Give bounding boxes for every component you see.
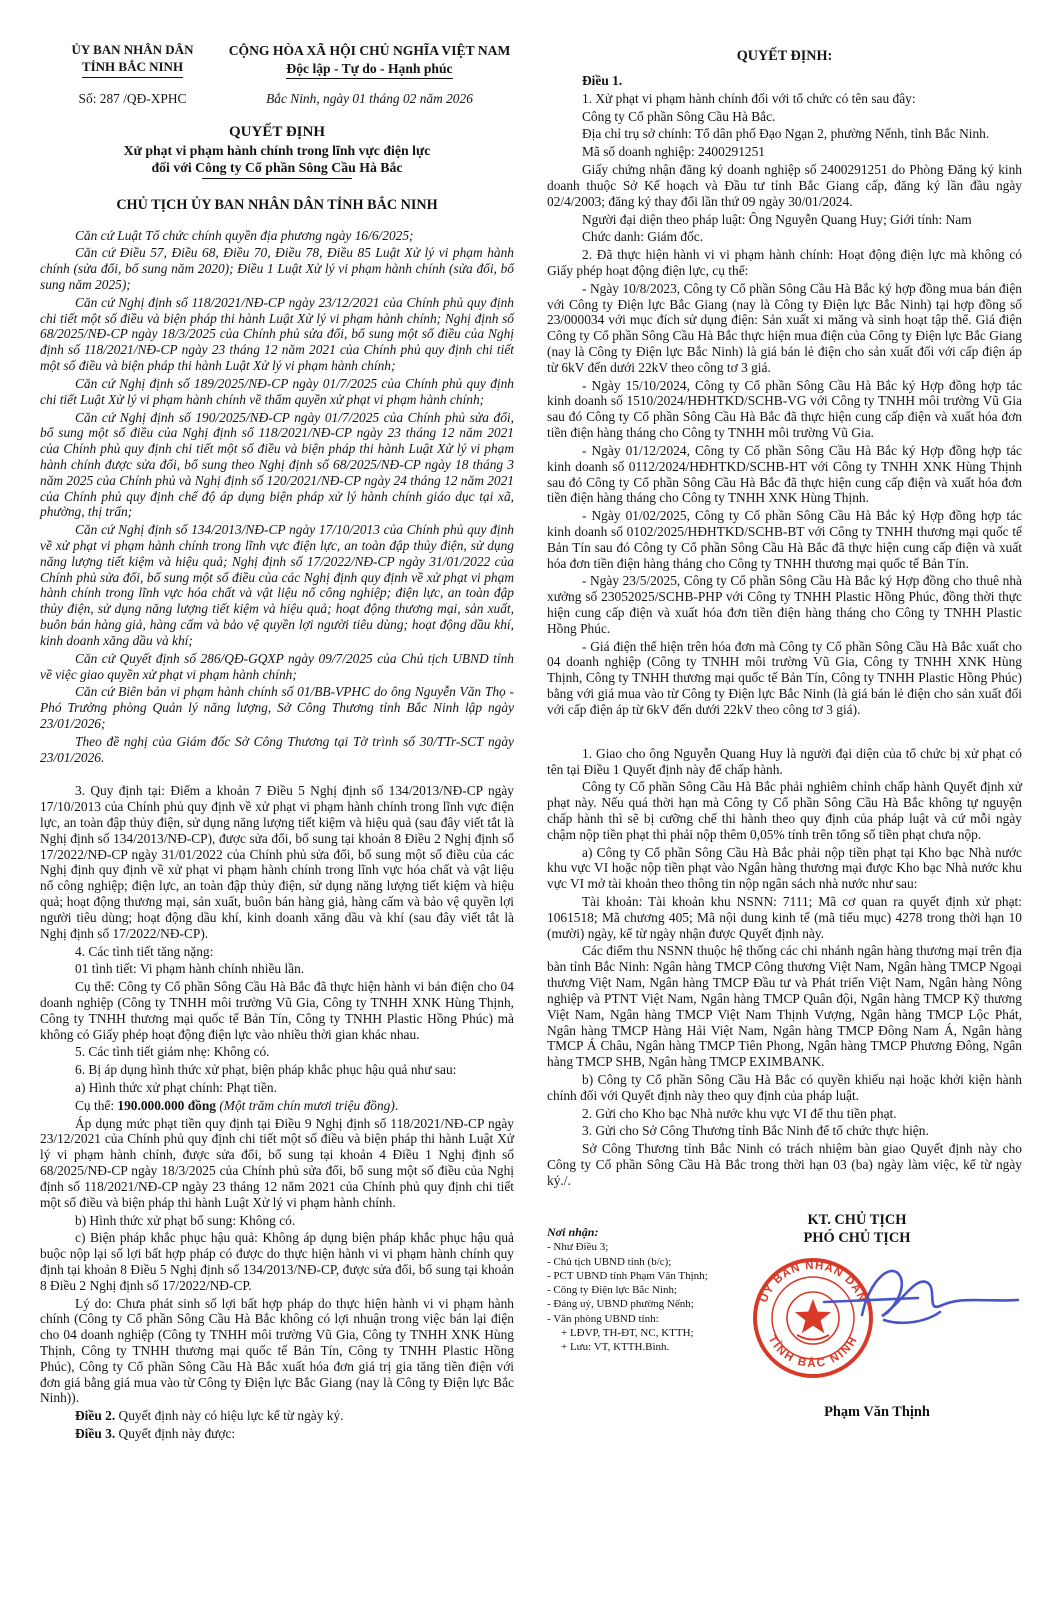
body-paragraph: b) Công ty Cổ phần Sông Cầu Hà Bắc có quyền khiếu nại hoặc khởi kiện hành chính đối với Quyết định này theo quy định của pháp luật. — [547, 1071, 1022, 1103]
recital-paragraph: Căn cứ Biên bản vi phạm hành chính số 01/BB-VPHC do ông Nguyễn Văn Thọ - Phó Trưởng phòng Quản lý năng lượng, Sở Công Thương tỉnh Bắc Ninh lập ngày 23/01/2026; — [40, 684, 514, 731]
recipient-sub-item: + Lưu: VT, KTTH.Bình. — [561, 1341, 670, 1354]
issuer-line1: ỦY BAN NHÂN DÂN — [71, 42, 194, 57]
article-3-lead: Điều 3. — [75, 1426, 116, 1442]
recital-paragraph: Căn cứ Quyết định số 286/QĐ-GQXP ngày 09/7/2025 của Chủ tịch UBND tỉnh về việc giao quyền xử phạt vi phạm hành chính; — [40, 650, 514, 682]
document-number: Số: 287 /QĐ-XPHC — [78, 91, 187, 107]
body-paragraph: Công ty Cổ phần Sông Cầu Hà Bắc. — [582, 108, 776, 124]
recipient-item: - Chủ tịch UBND tỉnh (b/c); — [547, 1255, 672, 1268]
right-section2 — [547, 746, 1022, 1189]
recital-paragraph: Căn cứ Nghị định số 118/2021/NĐ-CP ngày 23/12/2021 của Chính phủ quy định chi tiết một số điều và biện pháp thi hành Luật Xử lý vi phạm hành chính; Nghị định số 68/2025/NĐ-CP ngày 18/3/2025 của Chính phủ sửa đổi, bổ sung một số điều của Nghị định số 118/2021/NĐ-CP ngày 23 tháng 12 năm 2021 của Chính phủ quy định chi tiết một số điều và biện pháp thi hành Luật Xử lý vi phạm hành chính; — [40, 294, 514, 374]
body-paragraph: - Giá điện thể hiện trên hóa đơn mà Công ty Cổ phần Sông Cầu Hà Bắc xuất cho 04 doanh nghiệp (Công ty TNHH môi trường Vũ Gia, Công ty TNHH XNK Hùng Thịnh, Công ty TNHH thương mại quốc tế Bản Tín, Công ty TNHH Plastic Hồng Phúc) bằng với giá mua vào từ Công ty Điện lực Bắc Ninh (là giá bán lẻ điện cho sản xuất đối với cấp điện áp từ 6kV đến dưới 22kV theo công tơ 3 giá). — [547, 638, 1022, 717]
recipient-item: - Công ty Điện lực Bắc Ninh; — [547, 1284, 677, 1297]
number-date-row — [40, 91, 514, 107]
recital-paragraph: Căn cứ Nghị định số 190/2025/NĐ-CP ngày 01/7/2025 của Chính phủ sửa đổi, bổ sung một số điều của Nghị định số 118/2021/NĐ-CP ngày 23 tháng 12 năm 2021 của Chính phủ quy định chi tiết một số điều và biện pháp thi hành Luật Xử lý vi phạm hành chính được sửa đổi, bổ sung theo Nghị định số 68/2025/NĐ-CP ngày 18 tháng 3 năm 2025 của Chính phủ và Nghị định số 120/2021/NĐ-CP ngày 24 tháng 12 năm 2021 của Chính phủ quy định chế độ áp dụng biện pháp xử lý hành chính giáo dục tại xã, phường, thị trấn; — [40, 409, 515, 520]
right-section1 — [547, 91, 1022, 718]
title-line2: Xử phạt vi phạm hành chính trong lĩnh vực điện lực — [123, 143, 431, 159]
body-paragraph: a) Hình thức xử phạt chính: Phạt tiền. — [75, 1080, 277, 1095]
fine-amount-words: (Một trăm chín mươi triệu đồng) — [216, 1097, 395, 1113]
body-paragraph: - Ngày 23/5/2025, Công ty Cổ phần Sông Cầu Hà Bắc ký Hợp đồng cho thuê nhà xưởng số 23052025/SCHB-PHP với Công ty TNHH Plastic Hồng Phúc, đồng thời thực hiện cung cấp điện và xuất hóa đơn tiền điện hàng tháng cho Công ty TNHH Plastic Hồng Phúc. — [547, 573, 1022, 636]
body-paragraph: 3. Quy định tại: Điểm a khoản 7 Điều 5 Nghị định số 134/2013/NĐ-CP ngày 17/10/2013 của Chính phủ quy định về xử phạt vi phạm hành chính trong lĩnh vực điện lực, an toàn đập thủy điện, sử dụng năng lượng tiết kiệm và hiệu quả (sau đây viết tắt là Nghị định số 134/2013/NĐ-CP), được sửa đổi, bổ sung tại khoản 8 Điều 2 Nghị định số 17/2022/NĐ-CP ngày 31/01/2022 của Chính phủ sửa đổi, bổ sung một số điều của các Nghị định quy định về xử phạt vi phạm hành chính trong lĩnh vực hóa chất và vật liệu nổ công nghiệp; điện lực, an toàn đập thủy điện, sử dụng năng lượng tiết kiệm và hiệu quả; hoạt động thương mại, sản xuất, buôn bán hàng giả, hàng cấm và bảo vệ quyền lợi người tiêu dùng; hoạt động dầu khí, kinh doanh xăng dầu và khí (sau đây viết tắt là Nghị định số 17/2022/NĐ-CP). — [40, 783, 514, 941]
body-paragraph: Công ty Cổ phần Sông Cầu Hà Bắc phải nghiêm chỉnh chấp hành Quyết định xử phạt này. Nếu quá thời hạn mà Công ty Cổ phần Sông Cầu Hà Bắc không tự nguyện chấp hành thì sẽ bị cưỡng chế thi hành theo quy định của pháp luật và cứ mỗi ngày chậm nộp tiền phạt thì phải nộp thêm 0,05% tính trên tổng số tiền phạt chưa nộp. — [547, 779, 1022, 842]
stamp-text-top: ỦY BAN NHÂN DÂN — [757, 1259, 869, 1305]
article-3-text: Quyết định này được: — [115, 1426, 236, 1442]
recipient-item: - Văn phòng UBND tỉnh: — [547, 1312, 659, 1325]
body-paragraph: - Ngày 01/02/2025, Công ty Cổ phần Sông Cầu Hà Bắc ký Hợp đồng hợp tác kinh doanh số 0102/2025/HĐHTKD/SCHB-BT với Công ty TNHH thương mại quốc tế Bản Tín sau đó Công ty Cổ phần Sông Cầu Hà Bắc đã thực hiện cung cấp điện và xuất hóa đơn tiền điện hàng tháng cho Công ty TNHH thương mại quốc tế Bản Tín. — [547, 508, 1022, 571]
recital-paragraph: Căn cứ Điều 57, Điều 68, Điều 70, Điều 78, Điều 85 Luật Xử lý vi phạm hành chính (sửa đổi, bổ sung năm 2020); Điều 1 Luật Xử lý vi phạm hành chính (sửa đổi, bổ sung năm 2025); — [40, 245, 514, 292]
recital-paragraph: Căn cứ Nghị định số 134/2013/NĐ-CP ngày 17/10/2013 của Chính phủ quy định về xử phạt vi phạm hành chính trong lĩnh vực điện lực, an toàn đập thủy điện, sử dụng năng lượng tiết kiệm và hiệu quả; Nghị định số 17/2022/NĐ-CP ngày 31/01/2022 của Chính phủ sửa đổi, bổ sung một số điều của các Nghị định quy định về xử phạt vi phạm hành chính trong lĩnh vực hóa chất và vật liệu nổ công nghiệp; điện lực, an toàn đập thủy điện, sử dụng năng lượng tiết kiệm và hiệu quả; hoạt động thương mại, sản xuất, buôn bán hàng giả, hàng cấm và bảo vệ quyền lợi người tiêu dùng; hoạt động dầu khí, kinh doanh xăng dầu và khí; — [40, 522, 514, 648]
signer-title-1: KT. CHỦ TỊCH — [807, 1211, 907, 1228]
body-paragraph: 2. Đã thực hiện hành vi vi phạm hành chính: Hoạt động điện lực mà không có Giấy phép hoạt động điện lực, cụ thể: — [547, 247, 1022, 278]
article-3 — [40, 1426, 514, 1442]
body-paragraph: - Ngày 01/12/2024, Công ty Cổ phần Sông Cầu Hà Bắc ký Hợp đồng hợp tác kinh doanh số 0112/2024/HĐHTKD/SCHB-HT với Công ty TNHH XNK Hùng Thịnh sau đó Công ty Cổ phần Sông Cầu Hà Bắc đã thực hiện cung cấp điện và xuất hóa đơn tiền điện hàng tháng cho Công ty TNHH XNK Hùng Thịnh. — [547, 442, 1022, 506]
recital-paragraph: Theo đề nghị của Giám đốc Sở Công Thương tại Tờ trình số 30/TTr-SCT ngày 23/01/2026. — [40, 733, 514, 765]
body-paragraph: Cụ thể: Công ty Cổ phần Sông Cầu Hà Bắc đã thực hiện hành vi bán điện cho 04 doanh nghiệp (Công ty TNHH môi trường Vũ Gia, Công ty TNHH XNK Hùng Thịnh, Công ty TNHH thương mại quốc tế Bản Tín, Công ty TNHH Plastic Hồng Phúc) mà không có Giấy phép hoạt động điện lực vào nhiều thời gian khác nhau. — [40, 979, 514, 1042]
recital-paragraph: Căn cứ Luật Tổ chức chính quyền địa phương ngày 16/6/2025; — [75, 227, 414, 243]
fine-amount-line — [40, 1098, 514, 1114]
national-motto-line2: Độc lập - Tự do - Hạnh phúc — [286, 60, 452, 80]
title-line3: đối với Công ty Cổ phần Sông Cầu Hà Bắc — [151, 160, 403, 176]
fine-label: Cụ thể: — [75, 1097, 118, 1113]
issuer-line2: TỈNH BẮC NINH — [82, 59, 183, 78]
body-paragraph: 1. Giao cho ông Nguyễn Quang Huy là người đại diện của tổ chức bị xử phạt có tên tại Điều 1 Quyết định này để chấp hành. — [547, 745, 1022, 777]
left-column — [40, 42, 514, 1444]
body-paragraph: Áp dụng mức phạt tiền quy định tại Điều 9 Nghị định số 118/2021/NĐ-CP ngày 23/12/2021 của Chính phủ quy định chi tiết một số điều và biện pháp thi hành Luật Xử lý vi phạm hành chính, được sửa đổi, bổ sung tại khoản 4 Điều 1 Nghị định số 68/2025/NĐ-CP ngày 18/3/2025 của Chính phủ sửa đổi, bổ sung một số điều của Nghị định số 118/2021/NĐ-CP ngày 23 tháng 12 năm 2021 của Chính phủ quy định chi tiết một số điều và biện pháp thi hành Luật Xử lý vi phạm hành chính. — [40, 1115, 514, 1210]
article-1-lead: Điều 1. — [582, 73, 623, 88]
recipient-item: - Như Điều 3; — [547, 1241, 609, 1254]
body-paragraph: c) Biện pháp khắc phục hậu quả: Không áp dụng biện pháp khắc phục hậu quả buộc nộp lại số lợi bất hợp pháp có được do thực hiện hành vi vi phạm hành chính quy định tại khoản 8 Điều 5 Nghị định số 134/2013/NĐ-CP, được sửa đổi, bổ sung tại khoản 8 Điều 2 Nghị định số 17/2022/NĐ-CP. — [40, 1230, 514, 1293]
recipient-item: - PCT UBND tỉnh Phạm Văn Thịnh; — [547, 1269, 708, 1282]
national-header — [225, 42, 514, 79]
place-and-date: Bắc Ninh, ngày 01 tháng 02 năm 2026 — [266, 91, 473, 107]
deciding-authority: CHỦ TỊCH ỦY BAN NHÂN DÂN TỈNH BẮC NINH — [116, 196, 438, 213]
issuing-authority — [40, 42, 225, 79]
recipients-label: Nơi nhận: — [547, 1224, 599, 1239]
body-paragraph: Địa chỉ trụ sở chính: Tổ dân phố Đạo Ngạn 2, phường Nếnh, tỉnh Bắc Ninh. — [582, 126, 990, 142]
body-paragraph: 3. Gửi cho Sở Công Thương tỉnh Bắc Ninh để tổ chức thực hiện. — [582, 1123, 929, 1139]
body-paragraph: Chức danh: Giám đốc. — [582, 229, 704, 245]
right-column — [547, 48, 1022, 1471]
body-paragraph: 1. Xử phạt vi phạm hành chính đối với tổ chức có tên sau đây: — [582, 90, 916, 106]
left-body-part2 — [40, 1116, 514, 1407]
body-paragraph: b) Hình thức xử phạt bổ sung: Không có. — [75, 1212, 296, 1228]
left-body-part1 — [40, 783, 514, 1095]
body-paragraph: Tài khoản: Tài khoản khu NSNN: 7111; Mã cơ quan ra quyết định xử phạt: 1061518; Mã chương 405; Mã nội dung kinh tế (mã tiểu mục) 4278 trong thời hạn 10 (mười) ngày, kể từ ngày nhận được Quyết định này. — [547, 894, 1022, 941]
signer-name: Phạm Văn Thịnh — [824, 1404, 930, 1421]
article-1 — [547, 73, 1022, 89]
fine-amount: 190.000.000 đồng — [117, 1097, 216, 1113]
article-2-lead: Điều 2. — [75, 1408, 116, 1424]
decision-heading: QUYẾT ĐỊNH: — [736, 48, 833, 64]
body-paragraph: 6. Bị áp dụng hình thức xử phạt, biện pháp khắc phục hậu quả như sau: — [75, 1062, 457, 1078]
recipient-sub-item: + LĐVP, TH-ĐT, NC, KTTH; — [561, 1327, 694, 1339]
footer-row — [547, 1211, 1022, 1471]
body-paragraph: - Ngày 10/8/2023, Công ty Cổ phần Sông Cầu Hà Bắc ký hợp đồng mua bán điện với Công ty Điện lực Bắc Giang (nay là Công ty Điện lực Bắc Ninh) tại hợp đồng số 23/000034 với mục đích sử dụng điện: Sản xuất xi măng và sinh hoạt tập thể. Giá điện Công ty Cổ phần Sông Cầu Hà Bắc thực hiện mua điện của Công ty Điện lực Bắc Giang (nay là Công ty Điện lực Bắc Ninh) là giá bán lẻ điện cho sản xuất đối với cấp điện áp từ 6kV đến dưới 22kV theo công tơ 3 giá. — [547, 280, 1022, 375]
stamp-text-bottom: TỈNH BẮC NINH — [765, 1333, 861, 1371]
body-paragraph: a) Công ty Cổ phần Sông Cầu Hà Bắc phải nộp tiền phạt tại Kho bạc Nhà nước khu vực VI hoặc nộp tiền phạt vào Ngân hàng thương mại được Kho bạc Nhà nước khu vực VI mở tài khoản theo thông tin nộp ngân sách nhà nước như sau: — [547, 844, 1022, 892]
body-paragraph: 2. Gửi cho Kho bạc Nhà nước khu vực VI để thu tiền phạt. — [582, 1105, 897, 1121]
body-paragraph: Giấy chứng nhận đăng ký doanh nghiệp số 2400291251 do Phòng Đăng ký kinh doanh thuộc Sở Kế hoạch và Đầu tư tỉnh Bắc Giang cấp, đăng ký lần đầu ngày 02/4/2003; đăng ký thay đổi lần thứ 09 ngày 30/01/2024. — [547, 162, 1022, 209]
body-paragraph: Sở Công Thương tỉnh Bắc Ninh có trách nhiệm bàn giao Quyết định này cho Công ty Cổ phần Sông Cầu Hà Bắc trong thời hạn 03 (ba) ngày làm việc, kể từ ngày ký./. — [547, 1141, 1022, 1188]
title-line1: QUYẾT ĐỊNH — [229, 124, 325, 141]
body-paragraph: Mã số doanh nghiệp: 2400291251 — [582, 144, 765, 160]
signer-title-2: PHÓ CHỦ TỊCH — [803, 1230, 911, 1247]
body-paragraph: 4. Các tình tiết tăng nặng: — [75, 943, 214, 959]
body-paragraph: Lý do: Chưa phát sinh số lợi bất hợp pháp do thực hiện hành vi vi phạm hành chính (Công ty Cổ phần Sông Cầu Hà Bắc không có lợi nhuận trong việc bán lại điện cho 04 doanh nghiệp (Công ty TNHH môi trường Vũ Gia, Công ty TNHH XNK Hùng Thịnh, Công ty TNHH thương mại quốc tế Bản Tín, Công ty TNHH Plastic Hồng Phúc), Công ty Cổ phần Sông Cầu Hà Bắc xuất hóa đơn giá trị gia tăng tiền điện với đơn giá bằng giá mua vào từ Công ty Điện lực Bắc Giang (nay là Công ty Điện lực Bắc Ninh)). — [40, 1295, 514, 1406]
recitals — [40, 228, 514, 766]
signature-block — [692, 1211, 1022, 1421]
handwritten-signature — [822, 1260, 1022, 1350]
document-title — [40, 123, 514, 178]
body-paragraph: Người đại diện theo pháp luật: Ông Nguyễn Quang Huy; Giới tính: Nam — [582, 211, 972, 227]
recipient-item: - Đảng uỷ, UBND phường Nếnh; — [547, 1298, 694, 1311]
body-paragraph: Các điểm thu NSNN thuộc hệ thống các chi nhánh ngân hàng thương mại trên địa bàn tỉnh Bắc Ninh: Ngân hàng TMCP Công thương Việt Nam, Ngân hàng TMCP Ngoại thương Việt Nam, Ngân hàng TMCP Đầu tư và Phát triển Việt Nam, Ngân hàng Nông nghiệp và PTNT Việt Nam, Ngân hàng TMCP Quân đội, Ngân hàng TMCP Kỹ thương Việt Nam, Ngân hàng TMCP Việt Nam Thịnh Vượng, Ngân hàng TMCP Lộc Phát, Ngân hàng TMCP Hàng Hải Việt Nam, Ngân hàng TMCP Đông Nam Á, Ngân hàng TMCP Á Châu, Ngân hàng TMCP Tiên Phong, Ngân hàng TMCP Phương Đông, Ngân hàng TMCP SHB, Ngân hàng TMCP EXIMBANK. — [547, 943, 1022, 1070]
title-underline — [202, 178, 352, 179]
fine-period: . — [394, 1097, 399, 1113]
document-header — [40, 42, 514, 79]
article-2-text: Quyết định này có hiệu lực kể từ ngày ký. — [115, 1408, 344, 1424]
national-motto-line1: CỘNG HÒA XÃ HỘI CHỦ NGHĨA VIỆT NAM — [228, 43, 511, 58]
stamp-and-signature — [692, 1252, 1022, 1402]
body-paragraph: 5. Các tình tiết giảm nhẹ: Không có. — [75, 1044, 270, 1060]
article-2 — [40, 1408, 514, 1424]
recital-paragraph: Căn cứ Nghị định số 189/2025/NĐ-CP ngày 01/7/2025 của Chính phủ quy định chi tiết Luật Xử lý vi phạm hành chính về thẩm quyền xử phạt vi phạm hành chính; — [40, 375, 514, 407]
body-paragraph: - Ngày 15/10/2024, Công ty Cổ phần Sông Cầu Hà Bắc ký Hợp đồng hợp tác kinh doanh số 1510/2024/HĐHTKD/SCHB-VG với Công ty TNHH môi trường Vũ Gia sau đó Công ty Cổ phần Sông Cầu Hà Bắc đã thực hiện cung cấp điện và xuất hóa đơn tiền điện hàng tháng cho Công ty TNHH môi trường Vũ Gia. — [547, 377, 1022, 441]
body-paragraph: 01 tình tiết: Vi phạm hành chính nhiều lần. — [75, 961, 305, 977]
